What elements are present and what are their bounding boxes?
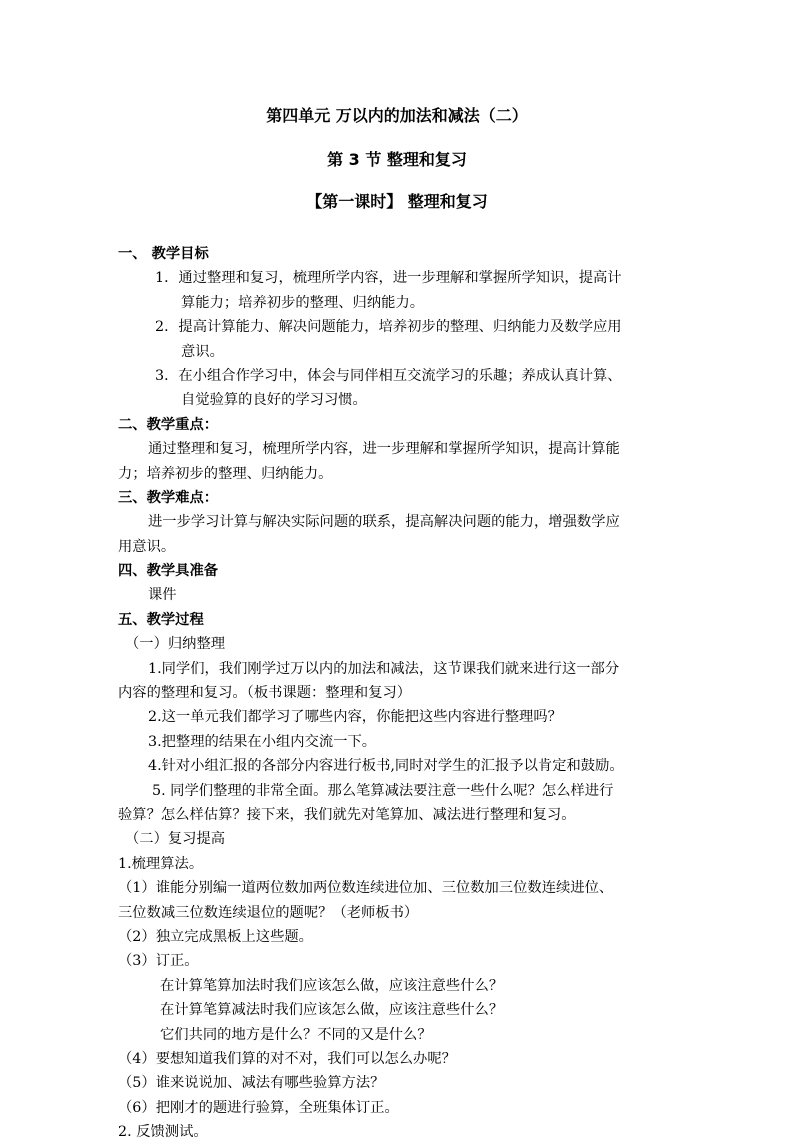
paragraph-line: 5. 同学们整理的非常全面。那么笔算减法要注意一些什么呢？怎么样进行 <box>152 782 614 799</box>
paragraph-line: （2）独立完成黑板上这些题。 <box>118 928 313 945</box>
paragraph-line: （4）要想知道我们算的对不对，我们可以怎么办呢？ <box>118 1050 456 1067</box>
section-heading: 二、教学重点： <box>118 416 219 433</box>
paragraph-line: 进一步学习计算与解决实际问题的联系，提高解决问题的能力，增强数学应 <box>148 514 620 531</box>
paragraph-line: 验算？怎么样估算？接下来，我们就先对笔算加、减法进行整理和复习。 <box>118 806 576 823</box>
paragraph-line: 三位数减三位数连续退位的题呢？（老师板书） <box>118 904 419 921</box>
paragraph-line: 1.同学们，我们刚学过万以内的加法和减法，这节课我们就来进行这一部分 <box>148 660 620 677</box>
goal-line: 1．通过整理和复习，梳理所学内容，进一步理解和掌握所学知识，提高计 <box>155 270 622 287</box>
goal-line: 自觉验算的良好的学习习惯。 <box>181 392 367 409</box>
section-heading: 五、教学过程 <box>118 611 204 628</box>
paragraph-line: 2.这一单元我们都学习了哪些内容，你能把这些内容进行整理吗？ <box>148 709 562 726</box>
paragraph-line: 内容的整理和复习。（板书课题：整理和复习） <box>118 685 412 702</box>
paragraph-line: 力；培养初步的整理、归纳能力。 <box>118 465 333 482</box>
paragraph-line: （1）谁能分别编一道两位数加两位数连续进位加、三位数加三位数连续进位、 <box>118 880 614 897</box>
document-body <box>118 242 688 1144</box>
paragraph-line: （5）谁来说说加、减法有哪些验算方法？ <box>118 1075 385 1092</box>
lesson-title: 【第一课时】 整理和复习 <box>306 192 488 211</box>
paragraph-line: 课件 <box>148 587 177 604</box>
subsection-heading: （一）归纳整理 <box>125 636 226 653</box>
section-heading: 三、教学难点： <box>118 489 219 506</box>
paragraph-line: 4.针对小组汇报的各部分内容进行板书,同时对学生的汇报予以肯定和鼓励。 <box>148 758 624 775</box>
paragraph-line: 在计算笔算加法时我们应该怎么做，应该注意些什么？ <box>160 977 504 994</box>
goal-line: 2．提高计算能力、解决问题能力，培养初步的整理、归纳能力及数学应用 <box>155 319 622 336</box>
paragraph-line: 通过整理和复习，梳理所学内容，进一步理解和掌握所学知识，提高计算能 <box>148 441 620 458</box>
goal-line: 意识。 <box>181 343 224 360</box>
paragraph-line: 它们共同的地方是什么？不同的又是什么？ <box>160 1026 432 1043</box>
section-heading: 一、 教学目标 <box>118 246 209 262</box>
paragraph-line: 1.梳理算法。 <box>118 855 204 872</box>
goal-line: 算能力；培养初步的整理、归纳能力。 <box>181 294 425 311</box>
paragraph-line: 用意识。 <box>118 538 176 555</box>
paragraph-line: 2. 反馈测试。 <box>118 1124 208 1141</box>
paragraph-line: 在计算笔算减法时我们应该怎么做，应该注意些什么？ <box>160 1002 504 1019</box>
section-title: 第 3 节 整理和复习 <box>327 150 467 169</box>
goal-line: 3．在小组合作学习中，体会与同伴相互交流学习的乐趣；养成认真计算、 <box>155 367 622 384</box>
subsection-heading: （二）复习提高 <box>125 831 226 848</box>
section-heading: 四、教学具准备 <box>118 563 219 580</box>
paragraph-line: 3.把整理的结果在小组内交流一下。 <box>148 733 377 750</box>
paragraph-line: （6）把刚才的题进行验算，全班集体订正。 <box>118 1099 399 1116</box>
paragraph-line: （3）订正。 <box>118 953 199 970</box>
unit-title: 第四单元 万以内的加法和减法（二） <box>266 106 528 125</box>
